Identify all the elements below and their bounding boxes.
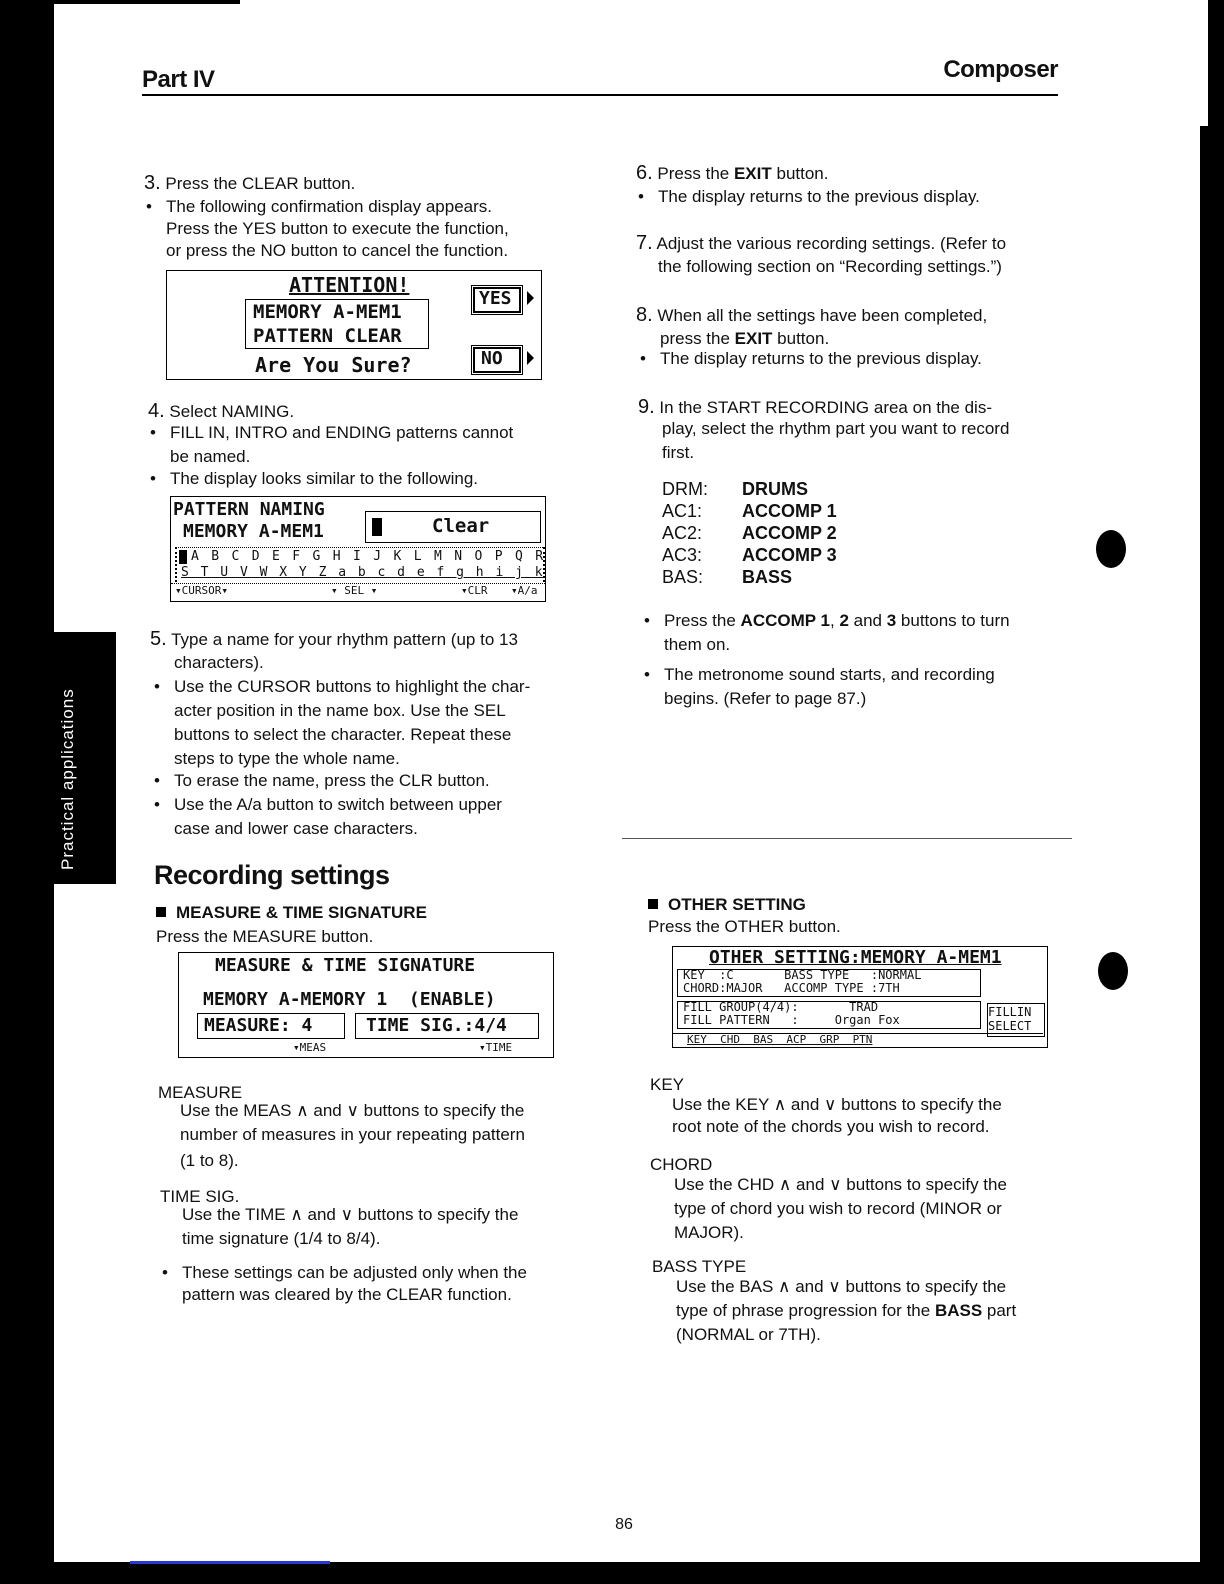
time-softkey[interactable]: ▾TIME (479, 1041, 513, 1054)
desc-line (676, 1300, 1016, 1322)
chord-label: CHORD (650, 1155, 713, 1174)
step-number: 7. (636, 232, 653, 254)
step-9-cont: first. (662, 443, 695, 462)
margin-dot (1098, 952, 1128, 990)
text-run: Press the (657, 164, 734, 183)
step-9-cont: play, select the rhythm part you want to record (662, 419, 1010, 438)
bullet-line: pattern was cleared by the CLEAR function. (182, 1285, 512, 1304)
step-9 (638, 396, 992, 419)
text-bold: EXIT (734, 329, 773, 348)
part-code: AC2: (662, 523, 703, 543)
text-run: part (982, 1301, 1017, 1320)
text-run: and (848, 611, 887, 630)
step-8-cont (660, 328, 829, 350)
bullet-line: acter position in the name box. Use the SEL (174, 701, 506, 720)
measure-intro: Press the MEASURE button. (156, 927, 374, 946)
lcd-other-setting (672, 946, 1048, 1048)
measure-heading (156, 902, 427, 924)
bullet-line: • The display returns to the previous display. (660, 348, 982, 370)
lcd-title: MEASURE & TIME SIGNATURE (215, 955, 476, 976)
part-row (662, 500, 922, 522)
part-row (662, 478, 922, 500)
step-3 (144, 172, 355, 195)
desc-line: time signature (1/4 to 8/4). (182, 1229, 381, 1248)
text-run: button. (771, 164, 829, 183)
bullet-line: • Use the CURSOR buttons to highlight the char- (174, 676, 530, 698)
bullet-line: • Use the A/a button to switch between upper (174, 794, 502, 816)
page-number: 86 (615, 1516, 633, 1533)
part-name: BASS (742, 567, 793, 587)
lcd-memory: MEMORY A-MEMORY 1 (ENABLE) (203, 989, 496, 1010)
part-name: ACCOMP 3 (742, 545, 837, 565)
step-5 (150, 628, 518, 651)
text-run: press the (660, 329, 735, 348)
bullet-line: them on. (664, 635, 731, 654)
char-row[interactable]: A B C D E F G H I J K L M N O P Q R (191, 549, 546, 564)
yes-button[interactable] (473, 287, 521, 313)
bullet-line: • The metronome sound starts, and recording (664, 664, 995, 686)
desc-line: Use the MEAS ∧ and ∨ buttons to specify the (180, 1101, 525, 1120)
step-title: Press the CLEAR button. (165, 174, 356, 193)
desc-line: (NORMAL or 7TH). (676, 1325, 821, 1344)
text-bold: 2 (839, 611, 849, 630)
text-bold: ACCOMP 1 (740, 611, 830, 630)
heading-text: MEASURE & TIME SIGNATURE (176, 903, 427, 922)
measure-label: MEASURE (158, 1083, 243, 1102)
bullet-line: be named. (170, 447, 251, 466)
softkey-label: MEAS (299, 1041, 327, 1054)
softkey-label: SEL (344, 584, 365, 597)
bullet-line: case and lower case characters. (174, 819, 418, 838)
softkey-label: A/a (517, 584, 538, 597)
aa-softkey[interactable]: ▾A/a (511, 584, 538, 597)
step-title: Type a name for your rhythm pattern (up to 13 (171, 630, 518, 649)
softkey-label: TIME (485, 1041, 513, 1054)
page-border-bottom (54, 1562, 1208, 1584)
arrow-right-icon (527, 291, 534, 305)
page-border-left (0, 0, 54, 1584)
header-chapter: Composer (943, 56, 1058, 83)
desc-line: Use the BAS ∧ and ∨ buttons to specify the (676, 1277, 1007, 1296)
lcd-pattern-naming (170, 496, 546, 602)
lcd-title: PATTERN NAMING (173, 499, 325, 520)
bullet-line: buttons to select the character. Repeat these (174, 725, 512, 744)
name-value: Clear (432, 515, 490, 537)
lcd-title: OTHER SETTING:MEMORY A-MEM1 (709, 947, 1002, 968)
part-code: BAS: (662, 567, 704, 587)
text-run: , (829, 611, 840, 630)
part-name: ACCOMP 1 (742, 501, 837, 521)
text-bold: EXIT (733, 164, 772, 183)
step-number: 4. (148, 400, 165, 422)
header-part: Part IV (142, 66, 215, 93)
measure-value: MEASURE: 4 (204, 1015, 313, 1036)
fillin-select-button[interactable] (987, 1003, 1045, 1037)
page-border-top (54, 0, 240, 4)
desc-line: Use the CHD ∧ and ∨ buttons to specify the (674, 1175, 1007, 1194)
clr-softkey[interactable]: ▾CLR (461, 584, 488, 597)
button-label: FILLIN (988, 1005, 1032, 1019)
part-row (662, 522, 922, 544)
step-5-cont: characters). (174, 653, 264, 672)
side-tab-label: Practical applications (58, 688, 77, 870)
lcd-memory: MEMORY A-MEM1 (183, 521, 324, 542)
section-title: Recording settings (154, 860, 390, 890)
no-label: NO (481, 348, 503, 369)
no-button[interactable] (473, 347, 521, 373)
desc-line: number of measures in your repeating pattern (180, 1125, 525, 1144)
sel-softkey[interactable]: ▾ SEL ▾ (331, 584, 378, 597)
desc-line: (1 to 8). (180, 1151, 239, 1170)
bullet-line: • To erase the name, press the CLR button. (174, 770, 490, 792)
lcd-row[interactable]: FILL PATTERN : Organ Fox (683, 1013, 900, 1027)
bullet-line: • The display returns to the previous display. (658, 186, 980, 208)
step-number: 3. (144, 172, 161, 194)
yes-label: YES (479, 288, 512, 309)
page-border-right-inner (1200, 126, 1208, 1584)
part-code: DRM: (662, 479, 708, 499)
heading-text: OTHER SETTING (668, 895, 806, 914)
lcd-title: ATTENTION! (289, 273, 410, 297)
other-intro: Press the OTHER button. (648, 917, 841, 936)
timesig-value: TIME SIG.:4/4 (366, 1015, 507, 1036)
softkey-row[interactable]: KEY CHD BAS ACP GRP PTN (687, 1033, 873, 1046)
desc-line: Use the TIME ∧ and ∨ buttons to specify the (182, 1205, 519, 1224)
lcd-measure (178, 952, 554, 1058)
bass-label: BASS TYPE (652, 1257, 747, 1276)
name-box[interactable] (365, 511, 541, 543)
cursor-softkey[interactable]: ▾CURSOR▾ (175, 584, 228, 597)
part-name: DRUMS (742, 479, 808, 499)
selected-char (179, 550, 187, 564)
bullet-line: • The display looks similar to the following. (170, 468, 478, 490)
timesig-field[interactable] (355, 1013, 539, 1039)
desc-line: type of chord you wish to record (MINOR or (674, 1199, 1002, 1218)
text-run: Press the (664, 611, 741, 630)
timesig-label: TIME SIG. (160, 1187, 240, 1206)
char-row[interactable]: S T U V W X Y Z a b c d e f g h i j k (181, 565, 545, 580)
step-7 (636, 232, 1006, 255)
softkey-label: CURSOR (181, 584, 222, 597)
page-border-accent (130, 1561, 330, 1564)
key-label: KEY (650, 1075, 685, 1094)
text-run: type of phrase progression for the (676, 1301, 935, 1320)
step-title: Adjust the various recording settings. (Refer to (656, 234, 1007, 253)
meas-softkey[interactable]: ▾MEAS (293, 1041, 327, 1054)
lcd-attention (166, 270, 542, 380)
lcd-row[interactable]: FILL GROUP(4/4): TRAD (683, 1000, 879, 1014)
part-code: AC3: (662, 545, 703, 565)
step-title: When all the settings have been completed, (657, 306, 988, 325)
arrow-right-icon (527, 351, 534, 365)
bullet-line: • The following confirmation display appears. (166, 196, 492, 218)
parts-list (662, 478, 922, 588)
bullet-line: begins. (Refer to page 87.) (664, 689, 867, 708)
lcd-row[interactable]: KEY :C BASS TYPE :NORMAL (683, 968, 922, 982)
lcd-line: MEMORY A-MEM1 (253, 301, 402, 323)
measure-field[interactable] (197, 1013, 345, 1039)
bullet-line (664, 610, 1010, 632)
softkey-label: CLR (467, 584, 488, 597)
other-heading (648, 894, 806, 916)
part-row (662, 566, 922, 588)
step-4 (148, 400, 294, 423)
header-rule (142, 94, 1058, 96)
step-number: 8. (636, 304, 653, 326)
step-number: 6. (636, 162, 653, 184)
step-8 (636, 304, 987, 327)
button-label: SELECT (988, 1019, 1032, 1033)
section-divider (622, 838, 1072, 839)
part-row (662, 544, 922, 566)
text-bold: 3 (886, 611, 897, 630)
part-code: AC1: (662, 501, 703, 521)
bullet-line: Press the YES button to execute the function, (166, 219, 509, 238)
cursor-block (372, 518, 382, 536)
step-title: In the START RECORDING area on the dis- (659, 398, 992, 417)
step-7-cont: the following section on “Recording settings.”) (658, 257, 1002, 276)
step-number: 5. (150, 628, 167, 650)
step-number: 9. (638, 396, 655, 418)
step-title: Select NAMING. (169, 402, 295, 421)
desc-line: Use the KEY ∧ and ∨ buttons to specify the (672, 1095, 1002, 1114)
lcd-line: PATTERN CLEAR (253, 325, 402, 347)
bullet-line: • These settings can be adjusted only when the (182, 1262, 527, 1284)
part-name: ACCOMP 2 (742, 523, 837, 543)
desc-line: root note of the chords you wish to record. (672, 1117, 990, 1136)
text-run: button. (772, 329, 830, 348)
text-run: buttons to turn (896, 611, 1010, 630)
step-6 (636, 162, 828, 185)
lcd-row[interactable]: CHORD:MAJOR ACCOMP TYPE :7TH (683, 981, 900, 995)
page-border-right (1208, 0, 1224, 1584)
lcd-line: Are You Sure? (255, 353, 412, 377)
margin-dot (1096, 530, 1126, 568)
text-bold: BASS (934, 1301, 983, 1320)
bullet-line: or press the NO button to cancel the function. (166, 241, 509, 260)
bullet-line: • FILL IN, INTRO and ENDING patterns cannot (170, 422, 513, 444)
bullet-line: steps to type the whole name. (174, 749, 400, 768)
desc-line: MAJOR). (674, 1223, 744, 1242)
